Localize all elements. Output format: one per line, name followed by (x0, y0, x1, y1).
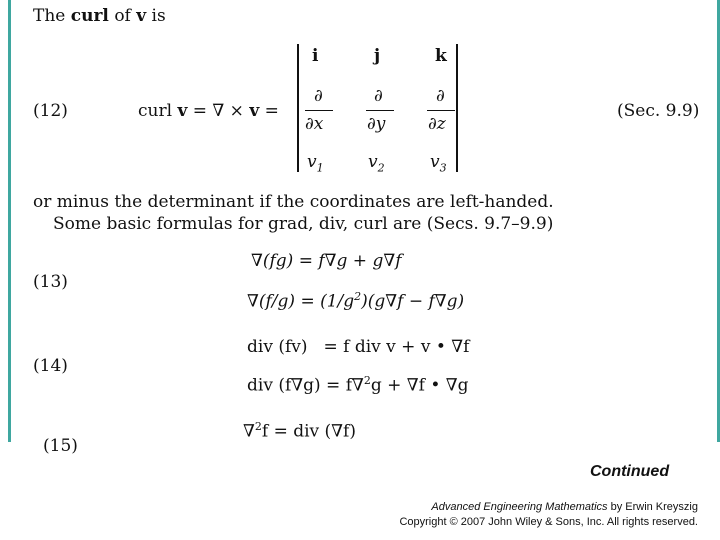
det-k: k (435, 46, 447, 66)
intro-curl: curl (70, 6, 109, 26)
eq14-div-f-grad-g: div (f∇g) = f∇$^2$g + ∇f • ∇g (247, 374, 469, 396)
det-partial-y-num: ∂ (374, 86, 383, 106)
det-v3: $v_3$ (430, 152, 447, 175)
book-author: by Erwin Kreyszig (607, 501, 698, 513)
frac-line-z (427, 110, 455, 111)
determinant-left-bar (297, 44, 299, 172)
eq14-number: (14) (33, 356, 68, 376)
eq13-quotient-rule: $\nabla(f/g) = (1/g^2)(g\nabla f - f\nabla g)$ (247, 290, 465, 312)
eq14-div-fv: div (fv) = f div v + v • ∇f (247, 337, 470, 357)
slide-content-frame (8, 0, 720, 456)
det-v2: $v_2$ (368, 152, 385, 175)
intro-the: The (33, 6, 66, 26)
eq13-product-rule: ∇(fg) = f∇g + g∇f (251, 251, 402, 271)
basic-formulas-intro: Some basic formulas for grad, div, curl are (Secs. 9.7–9.9) (53, 214, 554, 234)
eq12-section-ref: (Sec. 9.9) (617, 101, 700, 121)
det-partial-x-den: ∂x (305, 114, 324, 134)
book-credit (431, 501, 698, 513)
eq15-number: (15) (43, 436, 78, 456)
intro-of: of (114, 6, 131, 26)
eq15-laplacian: ∇$^2$f = div (∇f) (243, 420, 356, 442)
left-handed-note: or minus the determinant if the coordinates are left-handed. (33, 192, 554, 212)
det-v1: $v_1$ (307, 152, 324, 175)
det-partial-x-num: ∂ (314, 86, 323, 106)
curl-intro (33, 8, 166, 25)
det-partial-z-num: ∂ (436, 86, 445, 106)
intro-v: v (136, 6, 147, 26)
continued-label: Continued (590, 463, 670, 480)
eq12-lhs (138, 103, 279, 120)
det-partial-z-den: ∂z (428, 114, 446, 134)
frac-line-y (366, 110, 394, 111)
eq12-number: (12) (33, 101, 68, 121)
eq12-equals1: = (192, 101, 207, 121)
eq12-nabla-cross: ∇ × (212, 101, 244, 121)
frac-line-x (305, 110, 333, 111)
eq13-number: (13) (33, 272, 68, 292)
intro-is: is (151, 6, 166, 26)
determinant-right-bar (456, 44, 458, 172)
eq12-v2: v (249, 101, 260, 121)
book-title: Advanced Engineering Mathematics (431, 501, 608, 513)
eq12-v1: v (177, 101, 188, 121)
det-j: j (374, 46, 381, 66)
eq12-equals2: = (264, 101, 279, 121)
eq12-curl-word: curl (138, 101, 173, 121)
det-i: i (312, 46, 319, 66)
copyright-notice: Copyright © 2007 John Wiley & Sons, Inc. All rights reserved. (399, 516, 698, 528)
det-partial-y-den: ∂y (367, 114, 386, 134)
